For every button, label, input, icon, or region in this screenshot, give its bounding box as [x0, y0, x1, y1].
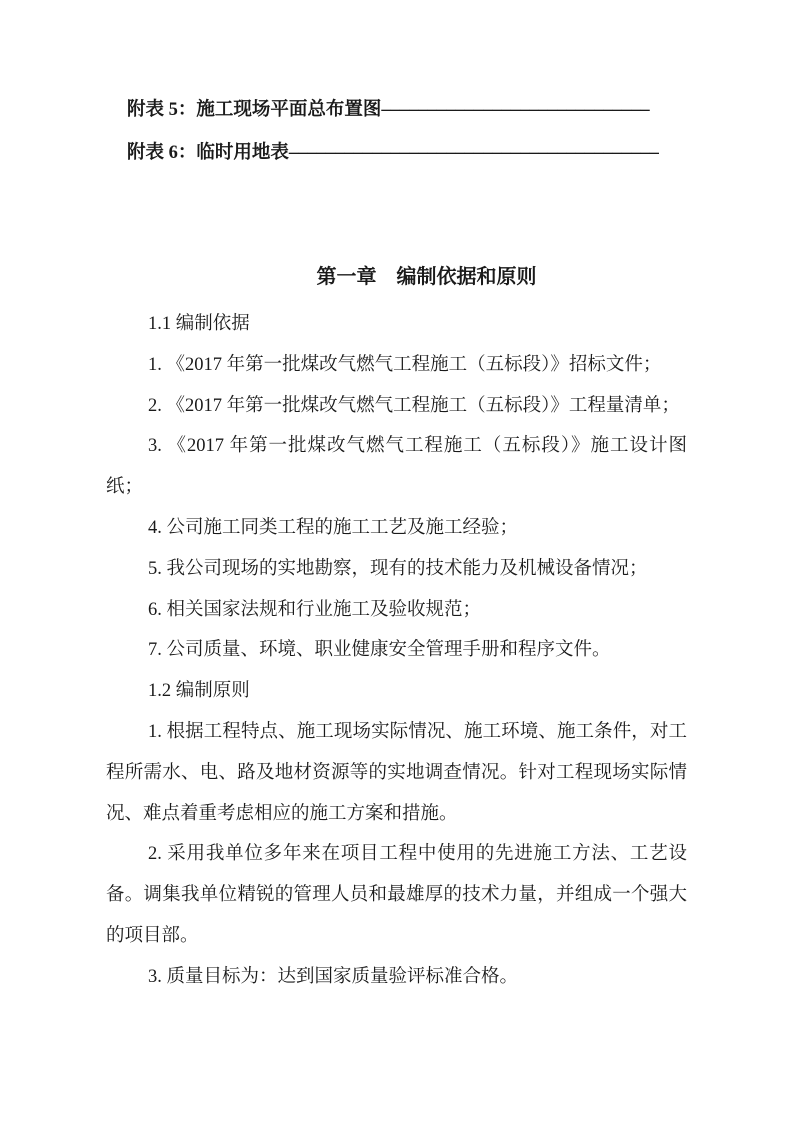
- basis-item-3-line-2: 纸；: [106, 477, 144, 498]
- attachment-label: 附表 5：施工现场平面总布置图: [127, 100, 382, 120]
- principle-1-line-2: 程所需水、电、路及地材资源等的实地调查情况。针对工程现场实际情: [106, 762, 687, 783]
- principle-1-line-1: 1. 根据工程特点、施工现场实际情况、施工环境、施工条件，对工: [148, 721, 687, 742]
- basis-item-2: 2. 《2017 年第一批煤改气燃气工程施工（五标段）》工程量清单；: [148, 395, 680, 416]
- chapter-body: [106, 304, 687, 998]
- attachment-entry-table6: [106, 132, 687, 175]
- attachment-label: 附表 6：临时用地表: [127, 143, 289, 163]
- dash-leader: –––––––––––––––––––––––––––––: [381, 100, 650, 120]
- basis-item-6: 6. 相关国家法规和行业施工及验收规范；: [148, 599, 482, 620]
- basis-item-7: 7. 公司质量、环境、职业健康安全管理手册和程序文件。: [148, 640, 611, 661]
- chapter-heading: 第一章 编制依据和原则: [316, 266, 537, 288]
- section-1-2-title: 1.2 编制原则: [148, 681, 250, 702]
- principle-1-line-3: 况、难点着重考虑相应的施工方案和措施。: [106, 803, 458, 824]
- dash-leader: ––––––––––––––––––––––––––––––––––––––––: [288, 143, 659, 163]
- basis-item-5: 5. 我公司现场的实地勘察，现有的技术能力及机械设备情况；: [148, 558, 648, 579]
- attachment-entry-table5: [106, 89, 687, 132]
- principle-2-line-1: 2. 采用我单位多年来在项目工程中使用的先进施工方法、工艺设: [148, 844, 687, 865]
- principle-2-line-3: 的项目部。: [106, 925, 199, 946]
- basis-item-4: 4. 公司施工同类工程的施工工艺及施工经验；: [148, 517, 519, 538]
- section-1-1-title: 1.1 编制依据: [148, 314, 250, 334]
- basis-item-3-line-1: 3. 《2017 年第一批煤改气燃气工程施工（五标段）》施工设计图: [148, 436, 687, 457]
- basis-item-1: 1. 《2017 年第一批煤改气燃气工程施工（五标段）》招标文件；: [148, 354, 662, 375]
- principle-2-line-2: 备。调集我单位精锐的管理人员和最雄厚的技术力量，并组成一个强大: [106, 885, 687, 906]
- principle-3: 3. 质量目标为：达到国家质量验评标准合格。: [148, 966, 519, 987]
